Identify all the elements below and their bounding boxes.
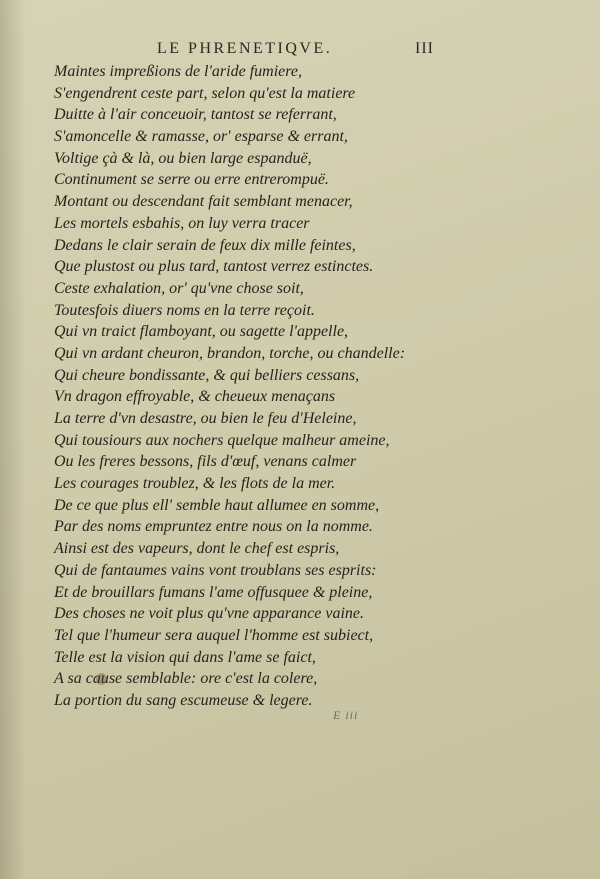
verse-line: Voltige çà & là, ou bien large espanduë, [54, 149, 312, 167]
verse-line: A sa cause semblable: ore c'est la colere, [54, 670, 318, 688]
verse-line: De ce que plus ell' semble haut allumee en somme, [54, 496, 380, 514]
verse-line: Continument se serre ou erre entrerompuë. [54, 171, 329, 189]
verse-line: Des choses ne voit plus qu'vne apparance vaine. [54, 605, 365, 623]
verse-line: Ou les freres bessons, fils d'œuf, venans calmer [54, 453, 357, 471]
verse-line: Duitte à l'air conceuoir, tantost se referrant, [54, 106, 337, 124]
verse-line: Maintes impreßions de l'aride fumiere, [54, 63, 302, 80]
verse-line: La terre d'vn desastre, ou bien le feu d'Heleine, [54, 410, 357, 427]
verse-line: Les mortels esbahis, on luy verra tracer [54, 214, 310, 232]
verse-line: Ceste exhalation, or' qu'vne chose soit, [54, 279, 304, 297]
verse-line: Vn dragon effroyable, & cheueux menaçans [54, 388, 336, 406]
verse-line: Telle est la vision qui dans l'ame se faict, [54, 648, 316, 666]
page-number: III [415, 40, 434, 57]
verse-line: Par des noms empruntez entre nous on la nomme. [54, 518, 373, 536]
verse-line: S'engendrent ceste part, selon qu'est la matiere [54, 84, 356, 102]
verse-line: Et de brouillars fumans l'ame offusquee & pleine, [54, 583, 373, 601]
verse-line: Ainsi est des vapeurs, dont le chef est espris, [54, 540, 340, 558]
verse-line: Qui vn traict flamboyant, ou sagette l'appelle, [54, 323, 349, 341]
verse-line: Qui cheure bondissante, & qui belliers cessans, [54, 366, 360, 384]
verse-block [54, 61, 534, 712]
verse-line: Toutesfois diuers noms en la terre reçoit. [54, 301, 315, 319]
verse-line: Que plustost ou plus tard, tantost verrez estinctes. [54, 258, 374, 276]
verse-line: Qui tousiours aux nochers quelque malheur ameine, [54, 431, 390, 449]
verse-line: Qui vn ardant cheuron, brandon, torche, ou chandelle: [54, 344, 406, 362]
verse-line: Les courages troublez, & les flots de la mer. [54, 475, 336, 493]
verse-line: S'amoncelle & ramasse, or' esparse & errant, [54, 128, 348, 146]
signature-mark: E iii [333, 708, 359, 722]
verse-line: Dedans le clair serain de feux dix mille feintes, [54, 236, 356, 254]
running-title: LE PHRENETIQVE. [157, 40, 333, 57]
ink-stain [96, 673, 107, 685]
verse-line: Tel que l'humeur sera auquel l'homme est subiect, [54, 626, 374, 644]
verse-line: Qui de fantaumes vains vont troublans ses esprits: [54, 561, 377, 579]
verse-line: Montant ou descendant fait semblant menacer, [54, 193, 353, 211]
verse-line: La portion du sang escumeuse & legere. [54, 691, 313, 709]
